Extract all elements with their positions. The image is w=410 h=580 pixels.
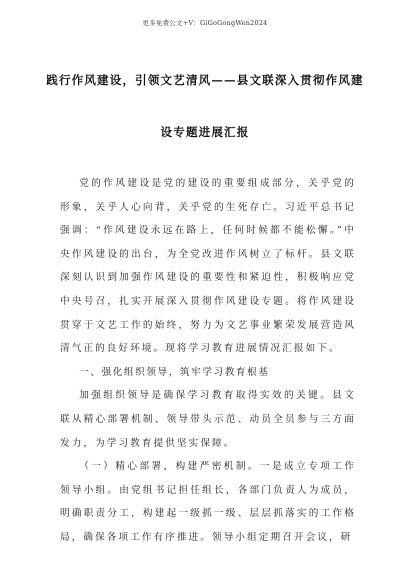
body-paragraph-intro: 党的作风建设是党的建设的重要组成部分，关乎党的形象，关乎人心向背，关乎党的生死存亡。习近平总书记强调：“作风建设永远在路上，任何时候都不能松懈。”中央作风建设的出台，为全党改进作风树立了标杆。县文联深刻认识到加强作风建设的重要性和紧迫性，积极响应党中央号召，扎实开展深入贯彻作风建设专题。将作风建设贯穿于文艺工作的始终，努力为文艺事业繁荣发展营造风清气正的良好环境。现将学习教育进展情况汇报如下。 (60, 178, 356, 355)
body-paragraph-org-leadership: 加强组织领导是确保学习教育取得实效的关键。县文联从精心部署机制、领导带头示范、动员全员参与三方面发力，为学习教育提供坚实保障。 (60, 390, 356, 449)
document-body (60, 172, 356, 550)
section-heading-1: 一、强化组织领导，筑牢学习教育根基 (79, 366, 270, 378)
document-title-line-1: 践行作风建设，引领文艺清风——县文联深入贯彻作风建 (46, 73, 364, 87)
document-title-line-2: 设专题进展汇报 (160, 125, 250, 139)
header-note: 更多免费公文+V：GiGoGongWen2024 (142, 19, 268, 27)
body-paragraph-deployment: （一）精心部署，构建严密机制。一是成立专项工作领导小组。由党组书记担任组长，各部门负责人为成员，明确职责分工，构建起一级抓一级、层层抓落实的工作格局，确保各项工作有序推进。领导小组定期召开会议，研 (60, 461, 356, 543)
